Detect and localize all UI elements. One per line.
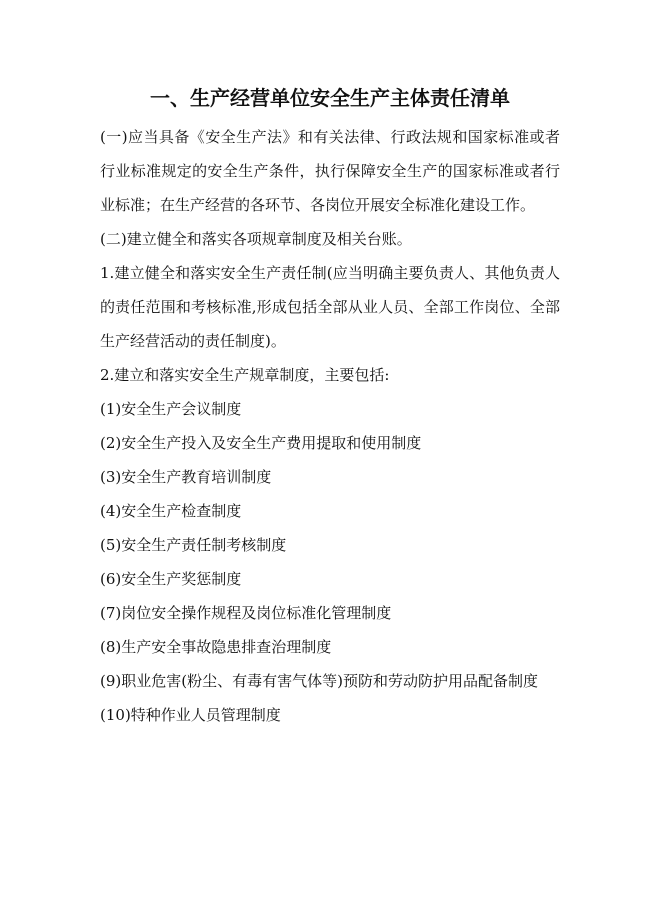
list-item: (1)安全生产会议制度 [100, 400, 242, 418]
list-item: (3)安全生产教育培训制度 [100, 468, 272, 486]
document-title: 一、生产经营单位安全生产主体责任清单 [150, 86, 510, 110]
paragraph-responsibility-system: 1.建立健全和落实安全生产责任制(应当明确主要负责人、其他负责人的责任范围和考核标准,形成包括全部从业人员、全部工作岗位、全部生产经营活动的责任制度)。 [100, 264, 560, 350]
list-item: (9)职业危害(粉尘、有毒有害气体等)预防和劳动防护用品配备制度 [100, 672, 538, 690]
list-item: (4)安全生产检查制度 [100, 502, 242, 520]
list-item: (5)安全生产责任制考核制度 [100, 536, 287, 554]
paragraph-regulations-intro: 2.建立和落实安全生产规章制度，主要包括: [100, 366, 390, 384]
paragraph-requirement-1: (一)应当具备《安全生产法》和有关法律、行政法规和国家标准或者行业标准规定的安全生产条件，执行保障安全生产的国家标准或者行业标准；在生产经营的各环节、各岗位开展安全标准化建设工作。 [100, 128, 560, 214]
list-item: (7)岗位安全操作规程及岗位标准化管理制度 [100, 604, 392, 622]
paragraph-requirement-2: (二)建立健全和落实各项规章制度及相关台账。 [100, 230, 412, 248]
list-item: (8)生产安全事故隐患排查治理制度 [100, 638, 332, 656]
regulations-list [100, 392, 560, 732]
list-item: (2)安全生产投入及安全生产费用提取和使用制度 [100, 434, 422, 452]
list-item: (6)安全生产奖惩制度 [100, 570, 242, 588]
list-item: (10)特种作业人员管理制度 [100, 706, 281, 724]
document-body [100, 120, 560, 732]
